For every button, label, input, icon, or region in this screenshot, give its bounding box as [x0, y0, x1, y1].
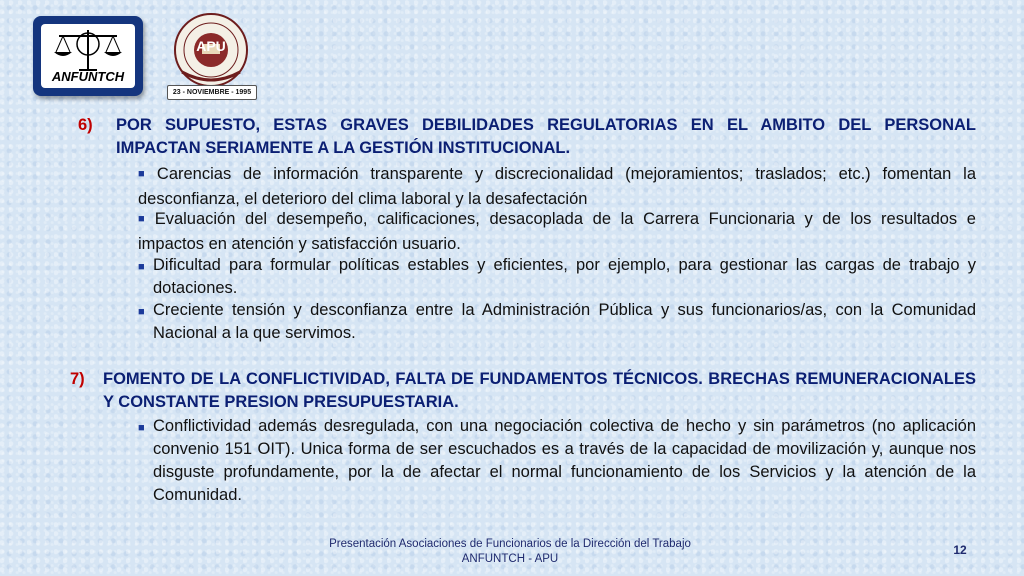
section-6-number: 6): [78, 116, 93, 134]
section-7-heading: [70, 368, 976, 414]
section-6-bullet-2: [138, 208, 976, 256]
section-6-heading: [78, 114, 976, 160]
square-bullet-icon: ■: [138, 168, 152, 180]
bullet-text: Creciente tensión y desconfianza entre la Administración Pública y sus funcionarios/as, con la Comunidad Nacional a la que servimos.: [153, 301, 976, 342]
footer-line-1: Presentación Asociaciones de Funcionarios de la Dirección del Trabajo: [329, 538, 691, 550]
anfuntch-logo-text: ANFUNTCH: [51, 69, 125, 84]
bullet-text: Evaluación del desempeño, calificaciones, desacoplada de la Carrera Funcionaria y de los resultados e impactos en atención y satisfacción usuario.: [138, 210, 976, 253]
square-bullet-icon: ■: [138, 261, 145, 273]
square-bullet-icon: ■: [138, 306, 145, 318]
apu-initials: APU: [196, 38, 226, 54]
page-number: 12: [953, 543, 967, 557]
footer-line-2: ANFUNTCH - APU: [461, 553, 559, 565]
apu-founding-date: 23 - NOVIEMBRE - 1995: [167, 85, 257, 100]
bullet-text: Conflictividad además desregulada, con una negociación colectiva de hecho y sin parámetros (no aplicación convenio 151 OIT). Unica forma de ser escuchados es a través de la capacidad de movilización y, aunque nos disguste profundamente, por la de afectar el normal funcionamiento de los Servicios y la atención de la Comunidad.: [153, 417, 976, 504]
section-6-bullet-3: [138, 254, 976, 300]
section-7-bullet-1: [138, 415, 976, 507]
bullet-text: Dificultad para formular políticas estables y eficientes, por ejemplo, para gestionar las cargas de trabajo y dotaciones.: [153, 256, 976, 297]
section-6-bullet-1: [138, 163, 976, 211]
section-7-title: FOMENTO DE LA CONFLICTIVIDAD, FALTA DE FUNDAMENTOS TÉCNICOS. BRECHAS REMUNERACIONALES Y CONSTANTE PRESION PRESUPUESTARIA.: [103, 370, 976, 411]
bullet-text: Carencias de información transparente y discrecionalidad (mejoramientos; traslados; etc.) fomentan la desconfianza, el deterioro del clima laboral y la desafectación: [138, 165, 976, 208]
section-6-title: POR SUPUESTO, ESTAS GRAVES DEBILIDADES REGULATORIAS EN EL AMBITO DEL PERSONAL IMPACTAN SERIAMENTE A LA GESTIÓN INSTITUCIONAL.: [116, 116, 976, 157]
footer: [280, 537, 740, 567]
square-bullet-icon: ■: [138, 422, 145, 434]
section-6-bullet-4: [138, 299, 976, 345]
square-bullet-icon: ■: [138, 213, 150, 225]
section-7-number: 7): [70, 370, 85, 388]
